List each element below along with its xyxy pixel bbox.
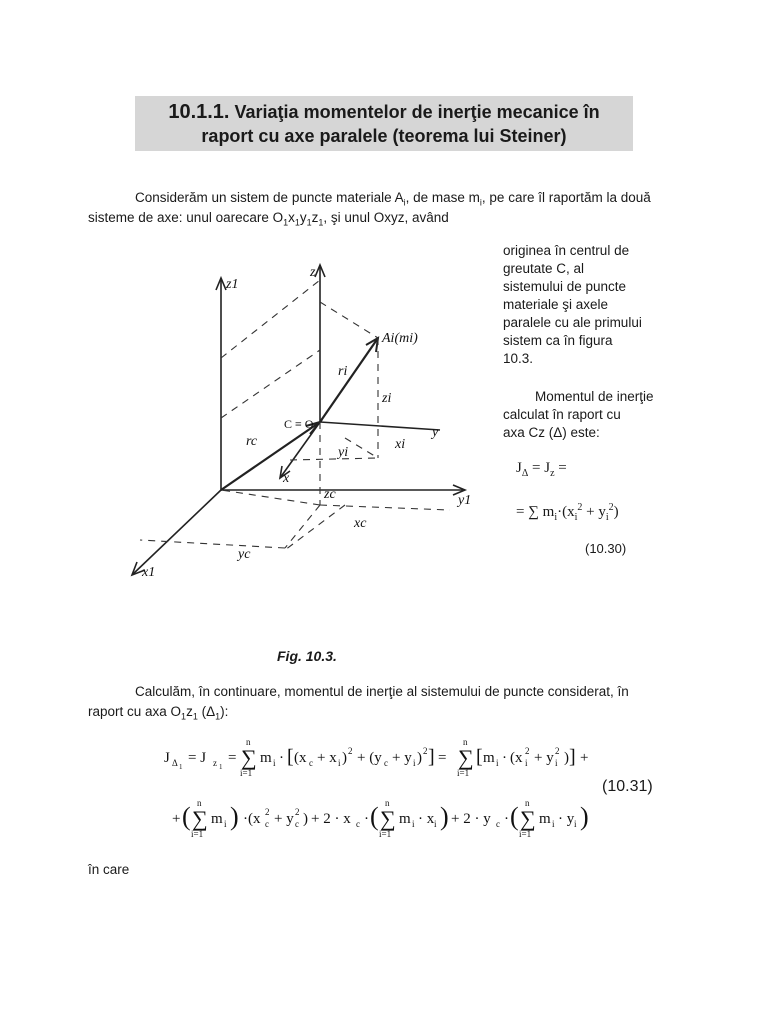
svg-text:xi: xi [395,437,406,452]
dashed-2 [221,350,320,418]
svg-text:·: · [364,811,369,827]
svg-text:i=1: i=1 [457,768,470,778]
svg-text:m: m [483,750,495,766]
axis-x1 [132,490,221,575]
svg-text:): ) [417,750,422,766]
calc-line-2: raport cu axa $O_1z_1$ $(\Delta_1)$: [88,704,229,722]
side-moment-paragraph: Momentul de inerţie calculat în raport cu axa Cz (Δ) este: [503,389,654,440]
svg-text:+ 2 · y: + 2 · y [451,811,491,827]
svg-text:2: 2 [348,746,353,756]
vector-ri [320,338,378,422]
svg-text:i: i [496,758,499,768]
svg-text:+ y: + y [274,811,294,827]
svg-text:z: z [213,758,217,768]
svg-text:Ai(mi): Ai(mi) [382,331,418,346]
side-paragraph: originea în centrul de greutate C, al sistemului de puncte materiale şi axele paralele cu ale primului sistem ca în figura 10.3. [503,243,642,366]
svg-text:+ (y: + (y [357,750,382,766]
svg-text:xc: xc [354,516,367,531]
figure-10-3 [110,240,500,610]
svg-text:∑: ∑ [192,806,208,831]
svg-text:+ y: + y [534,750,554,766]
section-number: 10.1.1. [168,101,230,123]
dashed-yi [290,458,378,460]
svg-text:2: 2 [423,746,428,756]
dashed-3 [320,302,378,338]
footer-text: în care [88,862,130,877]
svg-text:i: i [434,819,437,829]
dashed-xi [345,438,378,458]
calc-line-1: Calculăm, în continuare, momentul de inerţie al sistemului de puncte considerat, în [135,684,629,699]
svg-text:Δ: Δ [172,758,178,768]
eq-10-30-number: (10.30) [585,541,627,556]
svg-text:yi: yi [338,445,349,460]
svg-text:m: m [539,811,551,827]
svg-text:yc: yc [238,547,251,562]
svg-text:i=1: i=1 [240,768,253,778]
svg-text:∑: ∑ [241,745,257,770]
svg-text:): ) [230,802,239,831]
figure-caption: Fig. 10.3. [277,648,337,664]
svg-text:+ 2 · x: + 2 · x [311,811,351,827]
svg-text:n: n [246,737,251,747]
svg-text:): ) [342,750,347,766]
svg-text:i: i [413,758,416,768]
svg-text:+ x: + x [317,750,337,766]
svg-text:i=1: i=1 [379,829,392,839]
vector-rc [221,422,320,490]
svg-text:+: + [580,750,589,766]
svg-text:2: 2 [555,746,560,756]
svg-text:i=1: i=1 [519,829,532,839]
svg-text:2: 2 [265,807,270,817]
svg-text:[: [ [287,746,294,768]
svg-text:∑: ∑ [380,806,396,831]
svg-text:z: z [310,265,316,280]
svg-text:): ) [580,802,589,831]
svg-text:2: 2 [295,807,300,817]
eq-10-30-line-1: $J_\Delta = J_z$ = [516,460,567,479]
dashed-xc [285,505,345,550]
svg-text:(: ( [370,802,379,831]
svg-text:i=1: i=1 [191,829,204,839]
eq-10-31-number: (10.31) [602,778,653,795]
svg-text:]: ] [569,746,576,768]
svg-text:= J: = J [188,750,207,766]
svg-text:n: n [385,798,390,808]
svg-text:): ) [303,811,308,827]
eq-10-30-line-2: = ∑ $m_i\cdot(x_i^2 + y_i^2)$ [516,502,619,523]
svg-text:y1: y1 [458,493,472,508]
svg-text:·(x: ·(x [243,811,261,827]
svg-text:zc: zc [324,487,336,502]
svg-text:C ≡ O: C ≡ O [284,417,314,431]
svg-text:[: [ [476,746,483,768]
svg-text:ri: ri [338,364,348,379]
svg-text:·: · [504,811,509,827]
svg-text:c: c [295,819,299,829]
title-line-1: Variaţia momentelor de inerţie mecanice în [234,102,600,122]
svg-text:x: x [283,471,290,486]
svg-text:1: 1 [219,763,223,771]
svg-text:i: i [552,819,555,829]
svg-text:c: c [496,819,500,829]
svg-text:i: i [412,819,415,829]
title-line-2: raport cu axe paralele (teorema lui Steiner) [201,126,567,146]
dashed-4 [221,490,320,505]
dashed-5 [285,505,320,548]
svg-text:z1: z1 [226,277,239,292]
svg-text:i: i [555,758,558,768]
svg-text:zi: zi [382,391,392,406]
intro-line-2: sisteme de axe: unul oarecare $O_1x_1y_1z_1$, şi unul Oxyz, având [88,210,449,228]
svg-text:1: 1 [179,763,183,771]
svg-text:x1: x1 [142,565,156,580]
svg-text:y: y [432,425,439,440]
svg-text:m: m [399,811,411,827]
svg-text:∑: ∑ [520,806,536,831]
svg-text:=: = [228,750,237,766]
svg-text:· x: · x [418,811,435,827]
svg-text:(x: (x [294,750,307,766]
svg-text:i: i [338,758,341,768]
axis-y [320,422,440,430]
svg-text:c: c [356,819,360,829]
svg-text:): ) [440,802,449,831]
svg-text:(: ( [510,802,519,831]
svg-text:i: i [525,758,528,768]
section-title [135,96,633,151]
svg-text:n: n [525,798,530,808]
svg-text:2: 2 [525,746,530,756]
eq-10-31 [150,730,600,845]
svg-text:(x: (x [510,750,523,766]
svg-text:c: c [309,758,313,768]
svg-text:i: i [574,819,577,829]
svg-text:): ) [564,750,569,766]
svg-text:rc: rc [246,434,258,449]
svg-text:+: + [172,811,181,827]
svg-text:m: m [211,811,223,827]
svg-text:·: · [279,750,284,766]
svg-text:]: ] [428,746,435,768]
svg-text:(: ( [182,802,191,831]
svg-text:m: m [260,750,272,766]
svg-text:· y: · y [558,811,575,827]
svg-text:c: c [384,758,388,768]
svg-text:i: i [273,758,276,768]
svg-text:·: · [502,750,507,766]
svg-text:n: n [463,737,468,747]
svg-text:J: J [164,750,170,766]
svg-text:∑: ∑ [458,745,474,770]
svg-text:c: c [265,819,269,829]
svg-text:=: = [438,750,447,766]
svg-text:+ y: + y [392,750,412,766]
intro-line-1: Considerăm un sistem de puncte materiale $A_i$, de mase $m_i$, pe care îl raportăm la două [135,190,651,208]
svg-text:i: i [224,819,227,829]
svg-text:n: n [197,798,202,808]
